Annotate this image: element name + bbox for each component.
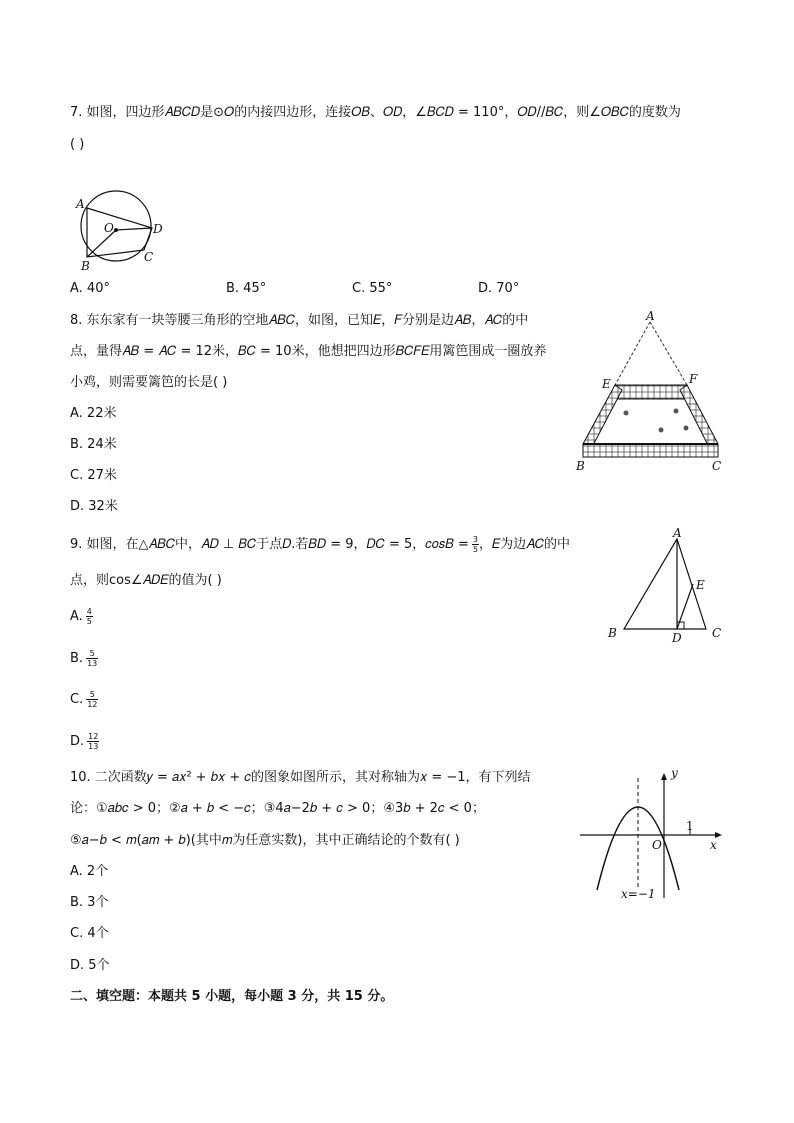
q9-option-a-letter: A. xyxy=(70,609,83,624)
q9-frac-num: 3 xyxy=(472,535,478,544)
q9-option-c xyxy=(70,690,98,709)
q7-label-A: A xyxy=(76,197,85,211)
q9-option-d-den: 13 xyxy=(88,742,99,751)
q9-line1-tail: ，𝐸为边𝐴𝐶的中 xyxy=(478,537,571,552)
q7-label-B: B xyxy=(81,259,90,273)
q9-option-c-letter: C. xyxy=(70,692,84,707)
q9-label-C: C xyxy=(712,626,722,640)
q10-graph-label-x: x xyxy=(710,838,717,852)
q8-label-A: A xyxy=(646,309,655,323)
q9-option-a-num: 4 xyxy=(86,607,92,616)
q8-line3: 小鸡，则需要篱笆的长是( ) xyxy=(70,375,228,390)
q9-option-d-num: 12 xyxy=(88,732,99,741)
q7-circle-diagram xyxy=(70,190,170,273)
q9-line2: 点，则cos∠𝐴𝐷𝐸的值为( ) xyxy=(70,573,222,588)
q9-option-a xyxy=(70,607,93,626)
q10-graph-axis-label: x=−1 xyxy=(621,887,656,901)
q9-triangle-diagram xyxy=(600,525,730,650)
q9-frac-den: 5 xyxy=(472,545,478,554)
q10-graph-label-o: O xyxy=(652,838,662,852)
q9-option-d-letter: D. xyxy=(70,734,85,749)
q8-option-a: A. 22米 xyxy=(70,406,117,421)
section2-heading: 二、填空题：本题共 5 小题，每小题 3 分，共 15 分。 xyxy=(70,989,394,1004)
q7-option-c: C. 55° xyxy=(352,281,393,296)
q7-option-b: B. 45° xyxy=(226,281,267,296)
q9-line1-text: 9. 如图，在△𝐴𝐵𝐶中，𝐴𝐷 ⊥ 𝐵𝐶于点𝐷.若𝐵𝐷 = 9，𝐷𝐶 = 5，𝑐𝑜𝑠𝐵 = xyxy=(70,537,469,552)
q8-option-d: D. 32米 xyxy=(70,499,118,514)
q8-option-b: B. 24米 xyxy=(70,437,117,452)
q8-label-F: F xyxy=(689,372,698,386)
q9-label-B: B xyxy=(608,626,617,640)
q7-answer-paren: ( ) xyxy=(70,137,85,152)
q10-option-a: A. 2个 xyxy=(70,864,109,879)
q9-label-A: A xyxy=(673,526,682,540)
q10-option-d: D. 5个 xyxy=(70,958,110,973)
q7-stem: 7. 如图，四边形𝐴𝐵𝐶𝐷是⊙𝑂的内接四边形，连接𝑂𝐵、𝑂𝐷，∠𝐵𝐶𝐷 = 110°，𝑂𝐷//𝐵𝐶，则∠𝑂𝐵𝐶的度数为 xyxy=(70,105,681,120)
q9-label-E: E xyxy=(696,578,705,592)
q9-option-b-letter: B. xyxy=(70,651,84,666)
q10-option-c: C. 4个 xyxy=(70,926,109,941)
q10-line1: 10. 二次函数𝑦 = 𝑎𝑥² + 𝑏𝑥 + 𝑐的图象如图所示，其对称轴为𝑥 = −1，有下列结 xyxy=(70,770,531,785)
q9-line1 xyxy=(70,535,570,554)
q8-label-E: E xyxy=(602,377,611,391)
q7-label-O: O xyxy=(104,221,114,235)
q9-option-b-den: 13 xyxy=(87,659,98,668)
q10-parabola-graph xyxy=(575,768,725,903)
q9-cosb-fraction xyxy=(472,535,479,554)
q8-label-B: B xyxy=(576,459,585,473)
q9-option-c-num: 5 xyxy=(86,690,98,700)
q8-line1: 8. 东东家有一块等腰三角形的空地𝐴𝐵𝐶，如图，已知𝐸，𝐹分别是边𝐴𝐵，𝐴𝐶的中 xyxy=(70,313,529,328)
q10-option-b: B. 3个 xyxy=(70,895,109,910)
q8-option-c: C. 27米 xyxy=(70,468,117,483)
q7-label-D: D xyxy=(153,222,163,236)
q9-option-d xyxy=(70,732,99,751)
q9-option-a-den: 5 xyxy=(86,617,92,626)
q9-option-b-num: 5 xyxy=(86,649,98,659)
q10-line3: ⑤𝑎−𝑏 < 𝑚(𝑎𝑚 + 𝑏)(其中𝑚为任意实数)，其中正确结论的个数有( ) xyxy=(70,833,460,848)
q7-label-C: C xyxy=(144,250,154,264)
q9-option-b xyxy=(70,649,98,668)
q8-label-C: C xyxy=(712,459,722,473)
q10-graph-label-y: y xyxy=(671,766,678,780)
q7-option-a: A. 40° xyxy=(70,281,110,296)
q9-label-D: D xyxy=(672,631,682,645)
q10-graph-label-1: 1 xyxy=(686,819,694,833)
q10-line2: 论：①𝑎𝑏𝑐 > 0；②𝑎 + 𝑏 < −𝑐；③4𝑎−2𝑏 + 𝑐 > 0；④3𝑏 + 2𝑐 < 0； xyxy=(70,801,485,816)
q8-fence-diagram xyxy=(570,308,730,478)
q8-line2: 点，量得𝐴𝐵 = 𝐴𝐶 = 12米，𝐵𝐶 = 10米，他想把四边形𝐵𝐶𝐹𝐸用篱笆围成一圈放养 xyxy=(70,344,547,359)
q7-option-d: D. 70° xyxy=(478,281,520,296)
q9-option-c-den: 12 xyxy=(87,700,98,709)
